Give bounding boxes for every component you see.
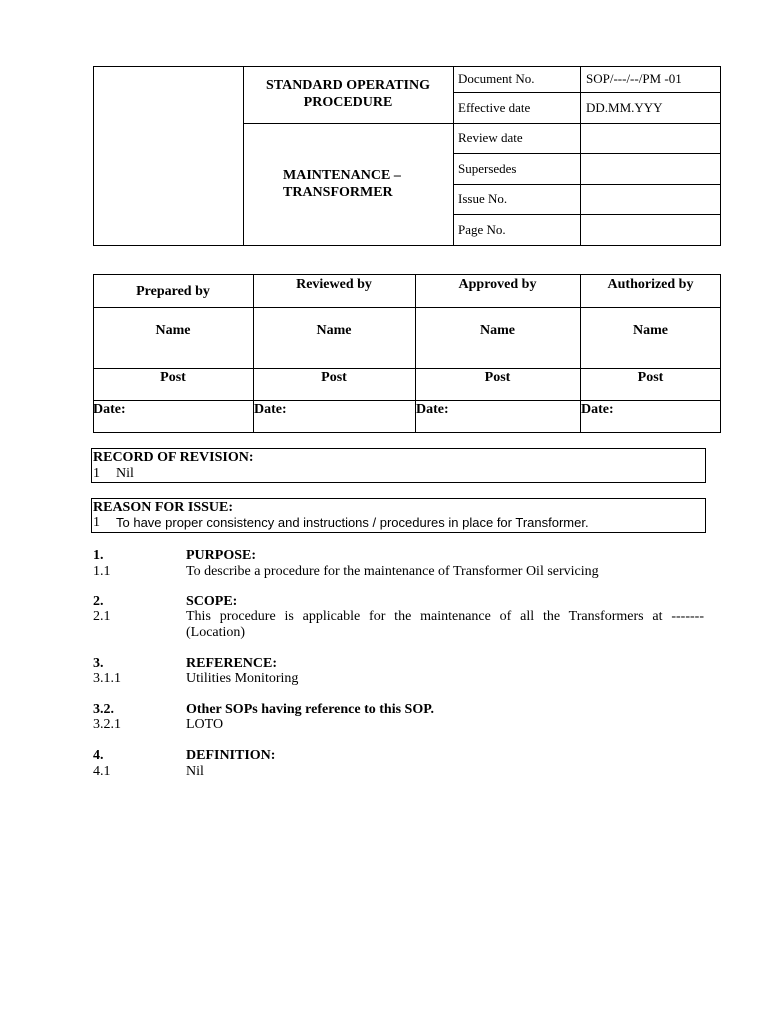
title-split-line (243, 123, 453, 124)
scope-heading: SCOPE: (186, 594, 238, 609)
purpose-number: 1. (93, 548, 104, 563)
field-label-page-no: Page No. (458, 222, 506, 237)
reference-text: Utilities Monitoring (186, 671, 299, 686)
field-label-document-no: Document No. (458, 71, 535, 86)
title-divider (453, 66, 454, 246)
name-cell-authorized: Name (633, 323, 668, 338)
field-value-document-no: SOP/---/--/PM -01 (586, 71, 682, 86)
other-sops-number: 3.2. (93, 702, 114, 717)
reference-heading: REFERENCE: (186, 656, 278, 671)
column-prepared-by: Prepared by (136, 284, 210, 299)
post-cell-authorized: Post (637, 370, 664, 385)
approval-row-line (93, 368, 721, 369)
column-authorized-by: Authorized by (607, 277, 694, 292)
field-value-effective-date: DD.MM.YYY (586, 100, 663, 115)
document-title-line1: MAINTENANCE – (283, 168, 401, 183)
sop-heading-line1: STANDARD OPERATING (266, 78, 430, 93)
other-sops-heading: Other SOPs having reference to this SOP. (186, 702, 434, 717)
column-approved-by: Approved by (458, 277, 537, 292)
reason-text: To have proper consistency and instructions / procedures in place for Transformer. (116, 515, 589, 530)
post-cell-approved: Post (484, 370, 511, 385)
field-label-supersedes: Supersedes (458, 161, 517, 176)
purpose-sub-number: 1.1 (93, 564, 111, 579)
scope-number: 2. (93, 594, 104, 609)
reference-number: 3. (93, 656, 104, 671)
other-sops-text: LOTO (186, 717, 224, 732)
field-row-line (453, 92, 721, 93)
date-cell-reviewed: Date: (254, 402, 287, 417)
post-cell-prepared: Post (160, 370, 186, 385)
post-cell-reviewed: Post (321, 370, 347, 385)
reason-for-issue-title: REASON FOR ISSUE: (93, 500, 234, 515)
field-row-line (453, 184, 721, 185)
scope-text-line2: (Location) (186, 625, 246, 640)
document-title-line2: TRANSFORMER (283, 185, 393, 200)
field-row-line (453, 153, 721, 154)
field-label-review-date: Review date (458, 130, 523, 145)
purpose-text: To describe a procedure for the maintenance of Transformer Oil servicing (186, 564, 599, 579)
purpose-heading: PURPOSE: (186, 548, 256, 563)
definition-heading: DEFINITION: (186, 748, 276, 763)
definition-number: 4. (93, 748, 104, 763)
name-cell-prepared: Name (155, 323, 191, 338)
name-cell-approved: Name (480, 323, 515, 338)
field-row-line (453, 214, 721, 215)
date-cell-authorized: Date: (581, 402, 614, 417)
other-sops-sub-number: 3.2.1 (93, 717, 121, 732)
approval-row-line (93, 307, 721, 308)
field-value-divider (580, 66, 581, 246)
record-of-revision-title: RECORD OF REVISION: (93, 450, 254, 465)
field-label-issue-no: Issue No. (458, 191, 508, 206)
name-cell-reviewed: Name (316, 323, 352, 338)
date-cell-approved: Date: (416, 402, 449, 417)
revision-text: Nil (116, 466, 134, 481)
scope-sub-number: 2.1 (93, 609, 111, 624)
column-reviewed-by: Reviewed by (296, 277, 372, 292)
date-cell-prepared: Date: (93, 402, 126, 417)
revision-number: 1 (93, 466, 100, 481)
definition-sub-number: 4.1 (93, 764, 111, 779)
scope-text-line1: This procedure is applicable for the maintenance of all the Transformers at ------- (186, 609, 704, 624)
reference-sub-number: 3.1.1 (93, 671, 121, 686)
field-label-effective-date: Effective date (458, 100, 531, 115)
reason-number: 1 (93, 515, 100, 530)
approval-row-line (93, 400, 721, 401)
definition-text: Nil (186, 764, 204, 779)
field-row-line (453, 123, 721, 124)
sop-heading-line2: PROCEDURE (303, 95, 393, 110)
